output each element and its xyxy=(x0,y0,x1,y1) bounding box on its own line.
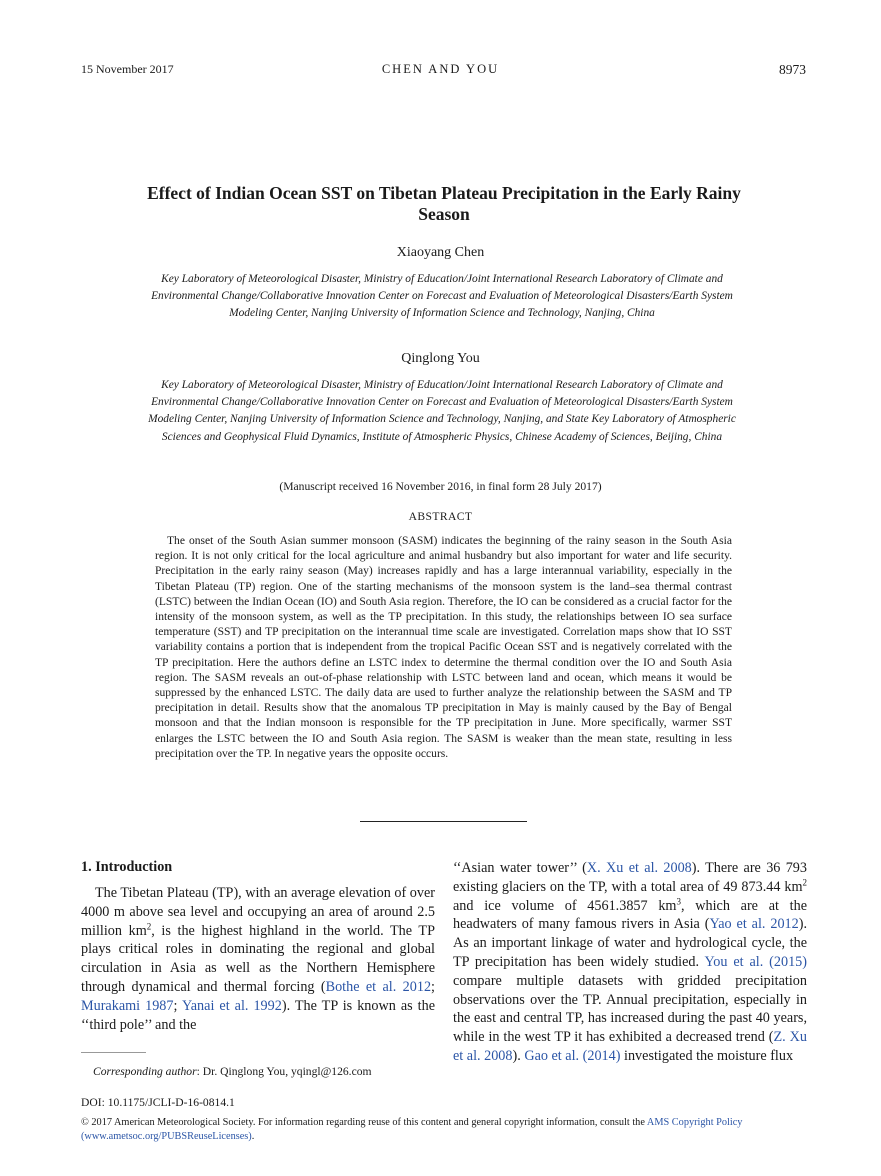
citation-separator: ; xyxy=(431,978,435,995)
copyright-policy-link[interactable]: AMS Copyright Policy (www.ametsoc.org/PUBSReuseLicenses) xyxy=(81,1117,743,1142)
intro-right-column xyxy=(453,859,807,1066)
citation-link-yanai[interactable]: Yanai et al. 1992 xyxy=(181,997,282,1014)
copyright-text: © 2017 American Meteorological Society. For information regarding reuse of this content and general copyright information, consult the xyxy=(81,1117,647,1128)
footnote-text: : Dr. Qinglong You, yqingl@126.com xyxy=(196,1065,372,1078)
running-header-authors: CHEN AND YOU xyxy=(381,62,500,76)
intro-right-text-2: ). There are 36 793 existing glaciers on the TP, with a total area of 49 873.44 km xyxy=(453,860,807,895)
citation-link-murakami[interactable]: Murakami 1987 xyxy=(81,997,174,1014)
intro-right-sup-2: 3 xyxy=(676,895,681,906)
intro-left-text-3: ). The TP is known as the ‘‘third pole’’ and the xyxy=(81,997,436,1033)
citation-link-bothe[interactable]: Bothe et al. 2012 xyxy=(325,978,432,995)
intro-left-column xyxy=(81,884,435,1034)
intro-left-sup-1: 2 xyxy=(146,920,152,931)
footnote-rule xyxy=(81,1052,146,1053)
citation-link-z-xu[interactable]: Z. Xu et al. 2008 xyxy=(453,1029,807,1064)
copyright-notice xyxy=(81,1116,807,1143)
running-header-date: 15 November 2017 xyxy=(81,62,174,76)
corresponding-author-footnote xyxy=(93,1065,372,1078)
footnote-label: Corresponding author xyxy=(93,1065,197,1078)
intro-right-text-3: and ice volume of 4561.3857 km xyxy=(453,897,677,914)
abstract-heading: ABSTRACT xyxy=(408,510,473,523)
section-divider xyxy=(360,821,527,822)
author-name-1: Xiaoyang Chen xyxy=(396,245,485,260)
abstract-text: The onset of the South Asian summer monsoon (SASM) indicates the beginning of the rainy season in the South Asia region. It is not only critical for the local agriculture and animal husbandry but also important for water and life security. Precipitation in the early rainy season (May) increases rapidly and has a large interannual variability, especially in the Tibetan Plateau (TP) region. One of the starting mechanisms of the monsoon system is the land–sea thermal contrast (LSTC) between the Indian Ocean (IO) and South Asia region. Therefore, the IO can be considered as a crucial factor for the intensity of the monsoon system, as well as the TP precipitation. In this study, the relationships between IO sea surface temperature (SST) and TP precipitation on the interannual time scale are investigated. Correlation maps show that IO SST variability contains a portion that is independent from the tropical Pacific Ocean SST and is negatively correlated with the TP precipitation. Here the authors define an LSTC index to determine the thermal condition over the IO and South Asia region. The SASM reveals an out-of-phase relationship with LSTC between land and ocean, which means it would be suppressed by the enhanced LSTC. The daily data are used to further analyze the relationship between the SASM and TP precipitation in detail. Results show that the anomalous TP precipitation in May is mainly caused by the Bay of Bengal monsoon and that the Indian monsoon is responsible for the TP precipitation in June. More specifically, warmer SST enlarges the LSTC between the IO and South Asia region. The SASM is weaker than the mean state, resulting in less precipitation over the TP. In negative years the opposite occurs. xyxy=(155,535,732,760)
doi: DOI: 10.1175/JCLI-D-16-0814.1 xyxy=(81,1096,235,1109)
author-affiliation-2: Key Laboratory of Meteorological Disaster, Ministry of Education/Joint International Research Laboratory of Climate and Environmental Change/Collaborative Innovation Center on Forecast and Evaluation of Meteorological Disasters/Earth System Modeling Center, Nanjing University of Information Science and Technology, Nanjing, and State Key Laboratory of Atmospheric Sciences and Geophysical Fluid Dynamics, Institute of Atmospheric Physics, Chinese Academy of Sciences, Beijing, China xyxy=(148,379,736,443)
intro-left-text-2: , is the highest highland in the world. The TP plays critical roles in dominating the regional and global circulation in Asia as well as the Northern Hemisphere through dynamical and thermal forcing ( xyxy=(81,922,435,995)
intro-left-text-1: The Tibetan Plateau (TP), with an average elevation of over 4000 m above sea level and occupying an area of around 2.5 million km xyxy=(81,885,435,939)
author-name-2: Qinglong You xyxy=(401,351,480,366)
section-heading-introduction: 1. Introduction xyxy=(81,859,173,875)
citation-separator: ; xyxy=(173,997,182,1014)
intro-right-sup-1: 2 xyxy=(802,877,807,888)
citation-link-x-xu[interactable]: X. Xu et al. 2008 xyxy=(586,860,692,876)
intro-right-text-7: ). xyxy=(512,1047,525,1064)
citation-link-yao[interactable]: Yao et al. 2012 xyxy=(709,916,799,933)
intro-right-text-6: compare multiple datasets with gridded precipitation observations over the TP. Annual precipitation, especially in the east and central TP, has increased during the past 40 years, while in the west TP it has exhibited a decreased trend ( xyxy=(453,972,807,1046)
citation-link-gao[interactable]: Gao et al. (2014) xyxy=(524,1047,621,1064)
intro-right-text-5: ). As an important linkage of water and hydrological cycle, the TP precipitation has been widely studied. xyxy=(453,916,808,970)
manuscript-info: (Manuscript received 16 November 2016, in final form 28 July 2017) xyxy=(279,480,602,493)
intro-right-text-1: ‘‘Asian water tower’’ ( xyxy=(453,860,587,876)
citation-link-you[interactable]: You et al. (2015) xyxy=(704,953,807,970)
copyright-end: . xyxy=(251,1130,255,1142)
intro-right-text-4: , which are at the headwaters of many famous rivers in Asia ( xyxy=(453,897,807,933)
author-affiliation-1: Key Laboratory of Meteorological Disaster, Ministry of Education/Joint International Research Laboratory of Climate and Environmental Change/Collaborative Innovation Center on Forecast and Evaluation of Meteorological Disasters/Earth System Modeling Center, Nanjing University of Information Science and Technology, Nanjing, China xyxy=(151,273,733,320)
intro-right-text-8: investigated the moisture flux xyxy=(620,1047,794,1064)
paper-title: Effect of Indian Ocean SST on Tibetan Plateau Precipitation in the Early Rainy Season xyxy=(147,183,741,224)
page-number: 8973 xyxy=(779,62,806,77)
